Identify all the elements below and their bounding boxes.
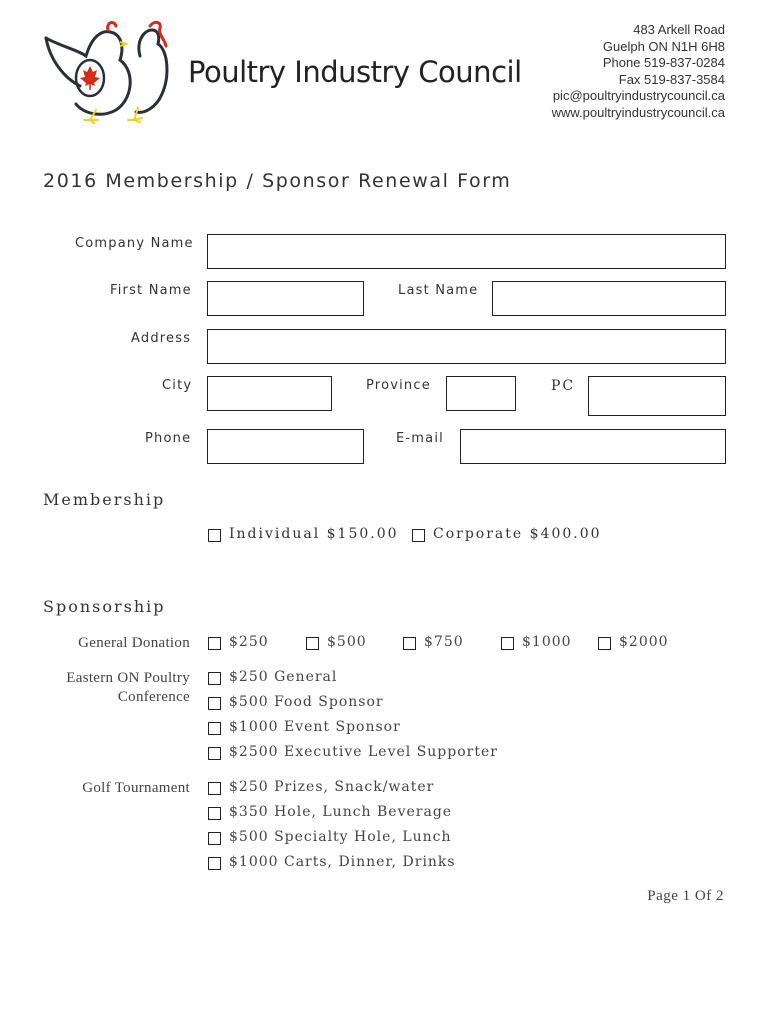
donation-1000-label: $1000 — [522, 634, 572, 650]
company-name-field[interactable] — [207, 234, 726, 269]
golf-500-checkbox[interactable] — [208, 832, 221, 845]
address-label: Address — [131, 331, 192, 346]
eastern-conference-label-line-2: Conference — [117, 689, 190, 705]
eastern-250-label: $250 General — [229, 669, 338, 685]
donation-250-label: $250 — [229, 634, 269, 650]
eastern-conference-label — [66, 669, 190, 707]
email-address: pic@poultryindustrycouncil.ca — [552, 88, 725, 103]
page-number: Page 1 Of 2 — [647, 888, 724, 904]
eastern-1000-label: $1000 Event Sponsor — [229, 719, 401, 735]
corporate-membership-label: Corporate $400.00 — [433, 526, 602, 542]
form-title: 2016 Membership / Sponsor Renewal Form — [43, 170, 512, 192]
eastern-1000-checkbox[interactable] — [208, 722, 221, 735]
donation-500-checkbox[interactable] — [306, 637, 319, 650]
organization-name: Poultry Industry Council — [188, 55, 522, 89]
individual-membership-label: Individual $150.00 — [229, 526, 399, 542]
province-label: Province — [366, 378, 431, 393]
donation-1000-checkbox[interactable] — [501, 637, 514, 650]
golf-1000-checkbox[interactable] — [208, 857, 221, 870]
golf-250-label: $250 Prizes, Snack/water — [229, 779, 435, 795]
contact-block — [552, 22, 725, 121]
fax-number: Fax 519-837-3584 — [618, 71, 725, 87]
sponsorship-heading: Sponsorship — [43, 597, 166, 616]
address-line-1: 483 Arkell Road — [633, 22, 725, 37]
eastern-500-checkbox[interactable] — [208, 697, 221, 710]
eastern-250-checkbox[interactable] — [208, 672, 221, 685]
phone-field[interactable] — [207, 429, 364, 464]
city-label: City — [162, 378, 193, 393]
golf-250-checkbox[interactable] — [208, 782, 221, 795]
golf-1000-label: $1000 Carts, Dinner, Drinks — [229, 854, 456, 870]
donation-2000-label: $2000 — [619, 634, 669, 650]
eastern-2500-checkbox[interactable] — [208, 747, 221, 760]
individual-membership-checkbox[interactable] — [208, 529, 221, 542]
donation-750-label: $750 — [424, 634, 464, 650]
email-field[interactable] — [460, 429, 726, 464]
golf-350-checkbox[interactable] — [208, 807, 221, 820]
golf-350-label: $350 Hole, Lunch Beverage — [229, 804, 453, 820]
company-name-label: Company Name — [75, 236, 194, 251]
eastern-2500-label: $2500 Executive Level Supporter — [229, 744, 498, 760]
postal-code-label: PC — [551, 378, 576, 394]
general-donation-label: General Donation — [78, 635, 190, 651]
eastern-500-label: $500 Food Sponsor — [229, 694, 384, 710]
city-field[interactable] — [207, 376, 332, 411]
province-field[interactable] — [446, 376, 516, 411]
postal-code-field[interactable] — [588, 376, 726, 416]
membership-heading: Membership — [43, 490, 166, 509]
donation-750-checkbox[interactable] — [403, 637, 416, 650]
email-label: E-mail — [396, 431, 444, 446]
last-name-label: Last Name — [398, 283, 479, 298]
golf-tournament-label: Golf Tournament — [82, 780, 190, 796]
address-line-2: Guelph ON N1H 6H8 — [602, 38, 725, 54]
donation-500-label: $500 — [327, 634, 367, 650]
corporate-membership-checkbox[interactable] — [412, 529, 425, 542]
golf-500-label: $500 Specialty Hole, Lunch — [229, 829, 452, 845]
hen-and-turkey-with-maple-leaf-icon — [40, 16, 175, 124]
first-name-field[interactable] — [207, 281, 364, 316]
donation-250-checkbox[interactable] — [208, 637, 221, 650]
phone-number: Phone 519-837-0284 — [602, 55, 725, 70]
last-name-field[interactable] — [492, 281, 726, 316]
eastern-conference-label-line-1: Eastern ON Poultry — [66, 670, 190, 686]
donation-2000-checkbox[interactable] — [598, 637, 611, 650]
first-name-label: First Name — [110, 283, 192, 298]
address-field[interactable] — [207, 329, 726, 364]
phone-label: Phone — [145, 431, 192, 446]
website-address: www.poultryindustrycouncil.ca — [551, 104, 725, 120]
